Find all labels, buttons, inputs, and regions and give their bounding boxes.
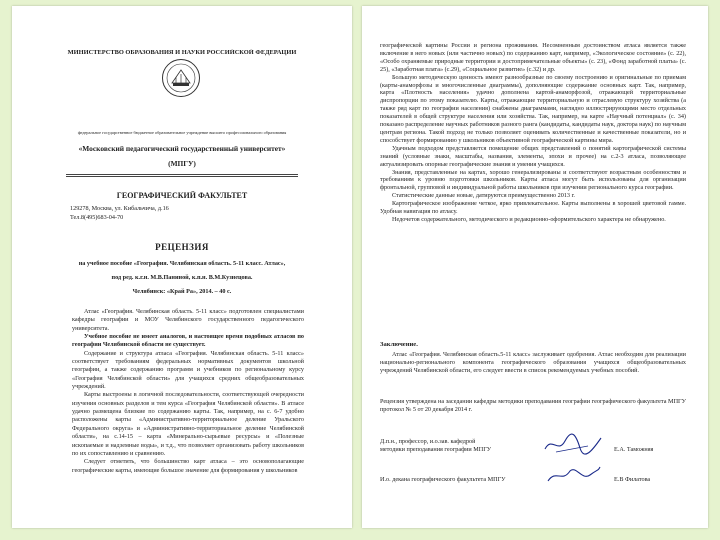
signature-1-icon: [542, 432, 604, 456]
paragraph: Карты выстроены в логичной последовательности, соответствующей очередности изучения основных разделов и тем курса «География Челябинской области». В атласе удачно размещена близкие по содержанию карты. Так, например, на с. 6-7 удобно расположены карты «Административно-территориальное деление Уральского Федерального округа» и «Административно-территориальное деление Челябинской области», на с.14-15 – карта «Минерально-сырьевые ресурсы» и «Полезные ископаемые и надземные воды», и т.д., что позволяет организовать работу школьников по их сопоставлению и сравнению.: [72, 391, 304, 457]
signature-2-icon: [544, 463, 602, 487]
review-subject-publisher: Челябинск: «Край Ра», 2014. – 40 с.: [132, 288, 232, 295]
review-body-continued: [380, 42, 686, 310]
conclusion-heading: Заключение.: [380, 341, 418, 348]
signatory-2-name: Е.В Филатова: [614, 476, 651, 483]
review-subject-editors: под ред. к.г.н. М.В.Паниной, к.п.н. В.М.Кузнецова.: [111, 274, 253, 281]
recommendation-text: [380, 398, 686, 416]
paragraph: Удачным подходом представляется помещение общих представлений о понятий картографической системы знаний (условные знаки, масштабы, названия, элементы, эпохи и прочее) на с.2-3 атласа, позволяющее актуализировать опорные географические знания и умения учащихся.: [380, 144, 686, 168]
signatory-1-title: Д.п.н., профессор, и.о.зав. кафедрой: [380, 438, 476, 445]
review-body: [72, 308, 304, 526]
paragraph: Рецензия утверждена на заседании кафедры методики преподавания географии географического факультета МПГУ протокол № 5 от 20 декабря 2014 г.: [380, 398, 686, 413]
signatory-1-title-cont: методики преподавания географии МПГУ: [380, 446, 492, 453]
paragraph: Большую методическую ценность имеют разнообразные по своему построению и оригинальные по приемам (карты-анаморфозы и многочисленные диаграммы), дополняющие содержание основных карт. Так, например, карта «Плотность населения» удачно дополнена картой-анаморфозой, отражающей территориальные диспропорции по этому показателю. Карты, отражающие территориальную и отраслевую структуру хозяйства (а также ряд карт по географии населения) снабжены диаграммами, наглядно иллюстрирующими место отдельных показателей в общей структуре населения или хозяйства. Так, например, на карте «Научный потенциал» (с. 34) показано распределение научных работников разного ранга (кандидаты, кандидаты наук, доктора наук) по научным центрам региона. Такой подход не только позволяет оценивать количественные и качественные показатели, но и способствует формированию у школьников объективной географической картины мира.: [380, 73, 686, 144]
university-abbr: (МПГУ): [168, 159, 196, 168]
paragraph: Атлас «География. Челябинская область.5-11 класс» заслуживает одобрения. Атлас необходим для реализации национально-регионального компонента географического образования учащихся общеобразовательных учреждений Челябинской области, его следует ввести в список рекомендуемых учебных пособий.: [380, 351, 686, 374]
university-seal-icon: [161, 58, 201, 98]
institution-type: федеральное государственное бюджетное образовательное учреждение высшего профессионального образования: [77, 130, 287, 135]
paragraph: Следует отметить, что большинство карт атласа – это основополагающие географические карты, имеющие большое значение для формирования у школьников: [72, 458, 304, 474]
paragraph: Учебное пособие не имеет аналогов, и настоящее время подобных атласов по географии Челябинской области не существует.: [72, 333, 304, 349]
paragraph: Атлас «География. Челябинская область. 5-11 класс» подготовлен специалистами кафедры географии и МОУ Челябинского государственного педагогического университета.: [72, 308, 304, 332]
signatory-1-name: Е.А. Таможняя: [614, 446, 654, 453]
paragraph: Картографическое изображение четкое, ярко привлекательное. Карты выполнены в хорошей цветовой гамме. Удобная навигация по атласу.: [380, 200, 686, 216]
faculty-name: ГЕОГРАФИЧЕСКИЙ ФАКУЛЬТЕТ: [116, 191, 248, 200]
paragraph: Знания, представленные на картах, хорошо генерализированы и соответствуют возрастным особенностям и требованиям к уровню подготовки школьников. Карты атласа могут быть использованы для организации фронтальной, групповой и индивидуальной работы школьников при изучении регионального курса географии.: [380, 168, 686, 192]
phone-line: Тел.8(495)683-04-70: [70, 214, 124, 221]
university-name: «Московский педагогический государственный университет»: [78, 144, 286, 153]
conclusion-text: [380, 351, 686, 393]
address-line: 129278, Москва, ул. Кибальчича, д.16: [70, 205, 169, 212]
ministry-header: МИНИСТЕРСТВО ОБРАЗОВАНИЯ И НАУКИ РОССИЙСКОЙ ФЕДЕРАЦИИ: [67, 49, 297, 56]
right-page: [362, 6, 708, 528]
paragraph: Недочетов содержательного, методического и редакционно-оформительского характера не обнаружено.: [392, 215, 666, 223]
paragraph: Статистические данные новые, датируются преимущественно 2013 г.: [392, 192, 575, 200]
paragraph: Содержание и структура атласа «География. Челябинская область. 5-11 класс» соответствует требованиям федеральных нормативных документов школьной географии, а также содержанию программ и учебников по региональному курсу «География Челябинской области» для учащихся средних общеобразовательных учреждений.: [72, 349, 304, 391]
header-divider: [66, 176, 298, 177]
document-title: РЕЦЕНЗИЯ: [155, 242, 209, 252]
review-subject-line: на учебное пособие «География. Челябинская область. 5-11 класс. Атлас»,: [78, 260, 286, 267]
signatory-2-title: И.о. декана географического факультета МПГУ: [380, 476, 506, 483]
paragraph: географической картины России и региона проживания. Несомненным достоинством атласа является также включение в него новых (или частично новых) по содержанию карт, например, «Экологическое состояние» (с. 22), «Особо охраняемые природные территории и достопримечательные объекты» (с. 23), «Фонд заработной платы» (с. 25), «Заработная плата» (с.29), «Социальное развитие» (с.32) и др.: [380, 42, 686, 73]
header-divider: [66, 174, 298, 175]
left-page: [12, 6, 352, 528]
